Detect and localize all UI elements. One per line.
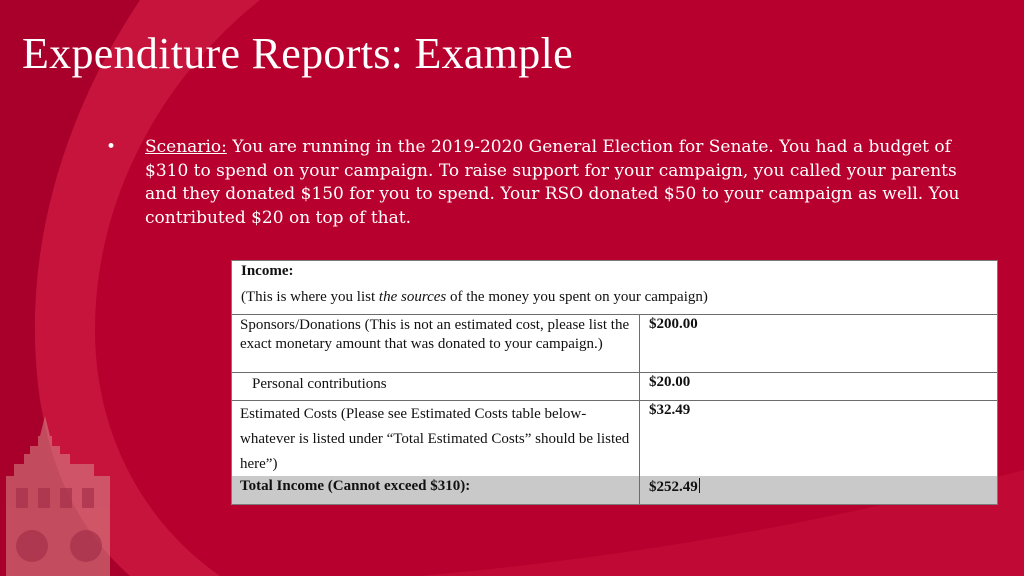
income-subheading-emphasis: the sources	[378, 289, 447, 305]
income-heading: Income:	[241, 263, 294, 279]
row-label: Personal contributions	[232, 372, 640, 400]
scenario-text: You are running in the 2019-2020 General Election for Senate. You had a budget of $310 to spend on your campaign. To raise support for your campaign, you called your parents and they donated $150 for you to spend. Your RSO donated $50 to your campaign as well. You contributed $20 on top of that.	[145, 137, 960, 228]
income-table	[231, 260, 998, 505]
table-row	[232, 372, 997, 401]
table-row	[232, 314, 997, 373]
table-row	[232, 400, 997, 477]
total-amount: $252.49	[649, 479, 698, 495]
row-amount: $20.00	[649, 374, 691, 390]
total-income-row	[232, 476, 997, 504]
clock-tower-image	[0, 416, 140, 576]
text-cursor	[699, 478, 700, 493]
row-label: Sponsors/Donations (This is not an estimated cost, please list the exact monetary amount that was donated to your campaign.)	[232, 314, 640, 372]
slide-title: Expenditure Reports: Example	[22, 29, 573, 78]
row-amount: $200.00	[649, 316, 698, 332]
bullet-marker: •	[106, 137, 117, 157]
row-amount: $32.49	[649, 402, 691, 418]
total-label: Total Income (Cannot exceed $310):	[232, 476, 640, 504]
row-label: Estimated Costs (Please see Estimated Costs table below-whatever is listed under “Total Estimated Costs” should be listed here”)	[232, 400, 640, 476]
scenario-paragraph	[145, 136, 965, 230]
scenario-label: Scenario:	[145, 137, 227, 157]
income-subheading: (This is where you list the sources of the money you spent on your campaign)	[241, 289, 708, 305]
income-header-row	[232, 261, 997, 315]
total-amount-cell	[640, 476, 997, 504]
